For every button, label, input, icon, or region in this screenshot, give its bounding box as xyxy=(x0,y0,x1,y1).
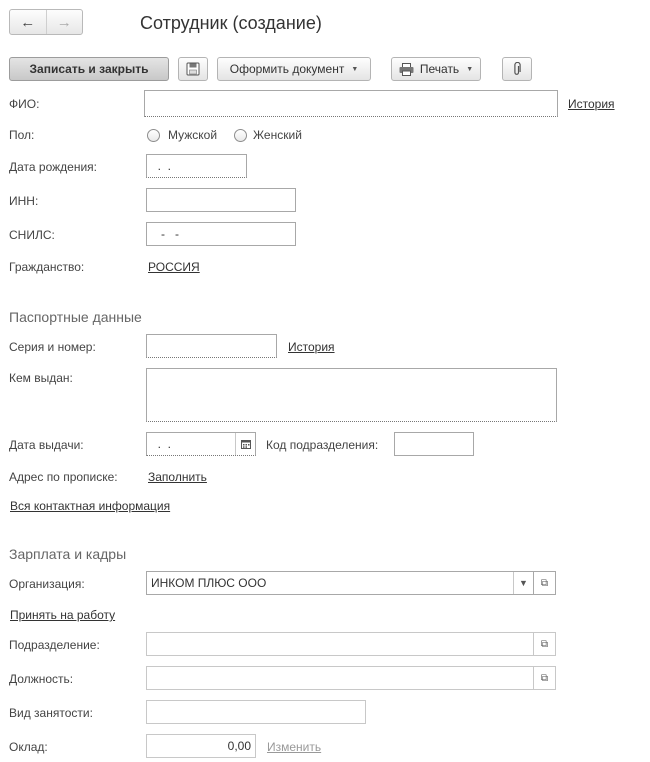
snils-input[interactable]: - - xyxy=(146,222,296,246)
fio-label: ФИО: xyxy=(9,97,40,111)
issued-by-textarea[interactable] xyxy=(146,368,557,422)
fio-input[interactable] xyxy=(144,90,558,117)
passport-history-link[interactable]: История xyxy=(288,340,335,354)
document-menu-label: Оформить документ xyxy=(229,62,345,76)
gender-male-label[interactable]: Мужской xyxy=(168,128,218,142)
page-title: Сотрудник (создание) xyxy=(140,13,322,33)
save-button[interactable] xyxy=(178,57,208,81)
fio-history-link[interactable]: История xyxy=(568,97,615,111)
citizenship-link[interactable]: РОССИЯ xyxy=(148,260,200,274)
inn-label: ИНН: xyxy=(9,194,39,208)
organization-label: Организация: xyxy=(9,577,85,591)
passport-section-title: Паспортные данные xyxy=(9,309,142,325)
issue-date-label: Дата выдачи: xyxy=(9,438,84,452)
division-label: Подразделение: xyxy=(9,638,100,652)
printer-icon xyxy=(399,63,414,76)
dept-code-input[interactable] xyxy=(394,432,474,456)
back-arrow-icon[interactable]: ← xyxy=(20,13,36,31)
gender-label: Пол: xyxy=(9,128,35,142)
inn-input[interactable] xyxy=(146,188,296,212)
birthdate-label: Дата рождения: xyxy=(9,160,97,174)
open-position-icon[interactable]: ⧉ xyxy=(534,666,556,690)
passport-series-input[interactable] xyxy=(146,334,277,358)
floppy-icon xyxy=(186,62,200,76)
paperclip-icon xyxy=(513,62,521,76)
position-label: Должность: xyxy=(9,672,74,686)
open-division-icon[interactable]: ⧉ xyxy=(534,632,556,656)
birthdate-input[interactable]: . . xyxy=(146,154,247,178)
passport-series-label: Серия и номер: xyxy=(9,340,96,354)
chevron-down-icon: ▼ xyxy=(466,65,474,73)
address-label: Адрес по прописке: xyxy=(9,470,118,484)
save-and-close-button[interactable]: Записать и закрыть xyxy=(9,57,169,81)
dept-code-label: Код подразделения: xyxy=(266,438,379,452)
open-organization-icon[interactable]: ⧉ xyxy=(534,571,556,595)
organization-input[interactable] xyxy=(146,571,534,595)
employment-type-input[interactable] xyxy=(146,700,366,724)
citizenship-label: Гражданство: xyxy=(9,260,85,274)
gender-female-radio[interactable] xyxy=(234,129,247,142)
issued-by-label: Кем выдан: xyxy=(9,371,73,385)
chevron-down-icon[interactable]: ▼ xyxy=(513,572,533,594)
organization-value: ИНКОМ ПЛЮС ООО xyxy=(151,576,267,590)
gender-female-label[interactable]: Женский xyxy=(253,128,302,142)
salary-input[interactable]: 0,00 xyxy=(146,734,256,758)
print-menu-label: Печать xyxy=(419,62,460,76)
salary-change-link[interactable]: Изменить xyxy=(267,740,322,754)
employment-type-label: Вид занятости: xyxy=(9,706,93,720)
position-input[interactable] xyxy=(146,666,534,690)
document-menu-button[interactable] xyxy=(217,57,371,81)
all-contacts-link[interactable]: Вся контактная информация xyxy=(10,499,171,513)
gender-male-radio[interactable] xyxy=(147,129,160,142)
calendar-icon[interactable] xyxy=(235,433,255,455)
forward-arrow-icon[interactable]: → xyxy=(46,10,83,34)
issue-date-input[interactable] xyxy=(146,432,256,456)
chevron-down-icon: ▼ xyxy=(351,65,359,73)
hire-link[interactable]: Принять на работу xyxy=(10,608,116,622)
salary-label: Оклад: xyxy=(9,740,48,754)
hr-section-title: Зарплата и кадры xyxy=(9,546,127,562)
attach-button[interactable] xyxy=(502,57,532,81)
print-menu-button[interactable] xyxy=(391,57,481,81)
snils-label: СНИЛС: xyxy=(9,228,55,242)
navigation-buttons xyxy=(9,9,83,35)
division-input[interactable] xyxy=(146,632,534,656)
issue-date-value: . . xyxy=(151,437,172,451)
address-fill-link[interactable]: Заполнить xyxy=(148,470,207,484)
